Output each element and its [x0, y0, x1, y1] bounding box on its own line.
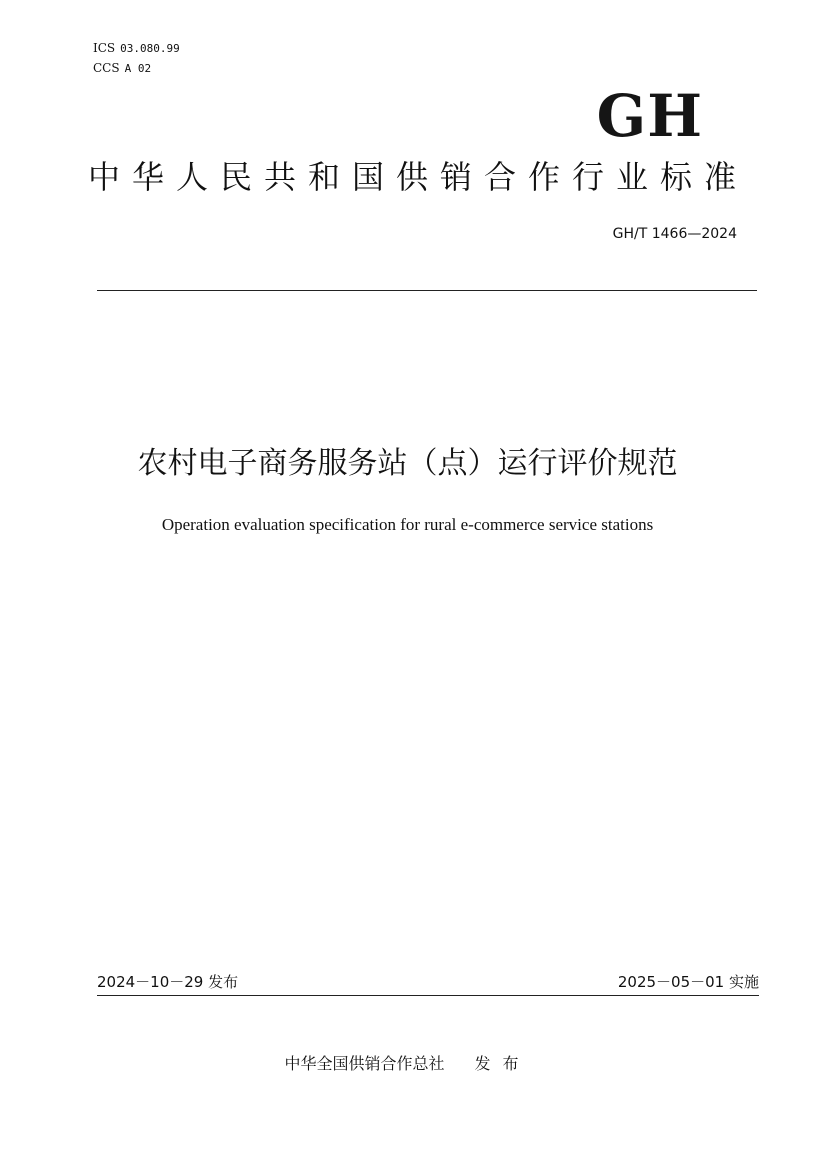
publisher-name: 中华全国供销合作总社: [284, 1054, 445, 1073]
ics-code: 03.080.99: [120, 42, 180, 55]
publisher-action: 发布: [474, 1054, 531, 1073]
document-title-chinese: 农村电子商务服务站（点）运行评价规范: [137, 446, 678, 481]
ccs-label: CCS: [93, 61, 120, 75]
publisher-line: [0, 1053, 815, 1075]
ccs-classification: [93, 60, 151, 77]
standard-number: GH/T 1466—2024: [612, 226, 737, 242]
header-divider: [97, 290, 757, 291]
footer-divider: [97, 995, 759, 996]
implementation-date: 2025－05－01 实施: [617, 973, 759, 991]
release-date: 2024－10－29 发布: [97, 973, 239, 991]
ics-classification: [93, 40, 180, 57]
ics-label: ICS: [93, 41, 116, 55]
industry-standard-title: 中华人民共和国供销合作行业标准: [88, 158, 749, 196]
ccs-code: A 02: [124, 62, 152, 75]
gh-logo: GH: [596, 82, 703, 150]
document-title-english: Operation evaluation specification for rural e-commerce service stations: [161, 515, 654, 534]
